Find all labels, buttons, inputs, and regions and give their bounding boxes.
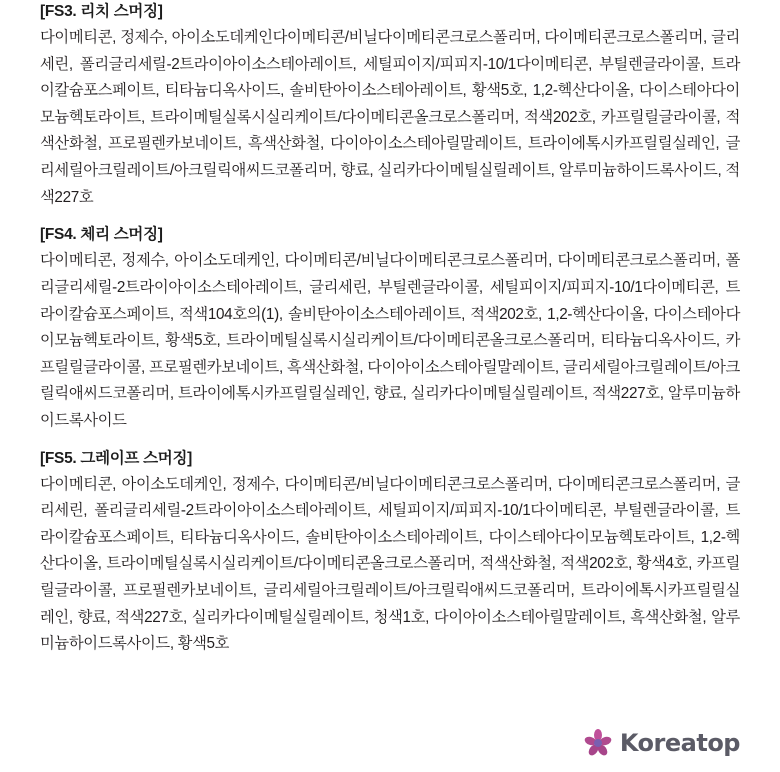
ingredient-section-fs4 [40, 218, 740, 434]
ingredient-section-fs3 [40, 0, 740, 211]
section-title-fs3: [FS3. 리치 스머징] [40, 3, 163, 20]
section-title-fs5: [FS5. 그레이프 스머징] [40, 449, 192, 467]
flower-logo-icon [583, 728, 613, 758]
brand-name: Koreatop [619, 729, 740, 757]
section-body-fs5: 다이메티콘, 아이소도데케인, 정제수, 다이메티콘/비닐다이메티콘크로스폴리머, 다이메티콘크로스폴리머, 글리세린, 폴리글리세릴-2트라이아이소스테아레이트, 세틸피이지/피피지-10/1다이메티콘, 부틸렌글라이콜, 트라이칼슘포스페이트, 티타늄디옥사이드, 솔비탄아이소스테아레이트, 다이스테아다이모늄헥토라이트, 1,2-헥산다이올, 트라이메틸실록시실리케이트/다이메티콘올크로스폴리머, 적색산화철, 적색202호, 황색4호, 카프릴릴글라이콜, 프로필렌카보네이트, 글리세릴아크릴레이트/아크릴릭애씨드코폴리머, 트라이에톡시카프릴릴실레인, 향료, 적색227호, 실리카다이메틸실릴레이트, 청색1호, 다이아이소스테아릴말레이트, 흑색산화철, 알루미늄하이드록사이드, 황색5호 [40, 475, 740, 653]
section-body-fs4: 다이메티콘, 정제수, 아이소도데케인, 다이메티콘/비닐다이메티콘크로스폴리머, 다이메티콘크로스폴리머, 폴리글리세릴-2트라이아이소스테아레이트, 글리세린, 부틸렌글라이콜, 세틸피이지/피피지-10/1다이메티콘, 트라이칼슘포스페이트, 적색104호의(1), 솔비탄아이소스테아레이트, 적색202호, 1,2-헥산다이올, 다이스테아다이모늄헥토라이트, 황색5호, 트라이메틸실록시실리케이트/다이메티콘올크로스폴리머, 티타늄디옥사이드, 카프릴릴글라이콜, 프로필렌카보네이트, 흑색산화철, 다이아이소스테아릴말레이트, 글리세릴아크릴레이트/아크릴릭애씨드코폴리머, 트라이에톡시카프릴릴실레인, 향료, 실리카다이메틸실릴레이트, 적색227호, 알루미늄하이드록사이드 [40, 252, 740, 429]
section-title-fs4: [FS4. 체리 스머징] [40, 226, 163, 244]
brand-footer [583, 728, 740, 758]
section-body-fs3: 다이메티콘, 정제수, 아이소도데케인다이메티콘/비닐다이메티콘크로스폴리머, 다이메티콘크로스폴리머, 글리세린, 폴리글리세릴-2트라이아이소스테아레이트, 세틸피이지/피피지-10/1다이메티콘, 부틸렌글라이콜, 트라이칼슘포스페이트, 티타늄디옥사이드, 솔비탄아이소스테아레이트, 황색5호, 1,2-헥산다이올, 다이스테아다이모늄헥토라이트, 트라이메틸실록시실리케이트/다이메티콘올크로스폴리머, 적색202호, 카프릴릴글라이콜, 적색산화철, 프로필렌카보네이트, 흑색산화철, 다이아이소스테아릴말레이트, 트라이에톡시카프릴릴실레인, 글리세릴아크릴레이트/아크릴릭애씨드코폴리머, 향료, 실리카다이메틸실릴레이트, 알루미늄하이드록사이드, 적색227호 [40, 29, 740, 206]
ingredient-section-fs5 [40, 442, 740, 658]
